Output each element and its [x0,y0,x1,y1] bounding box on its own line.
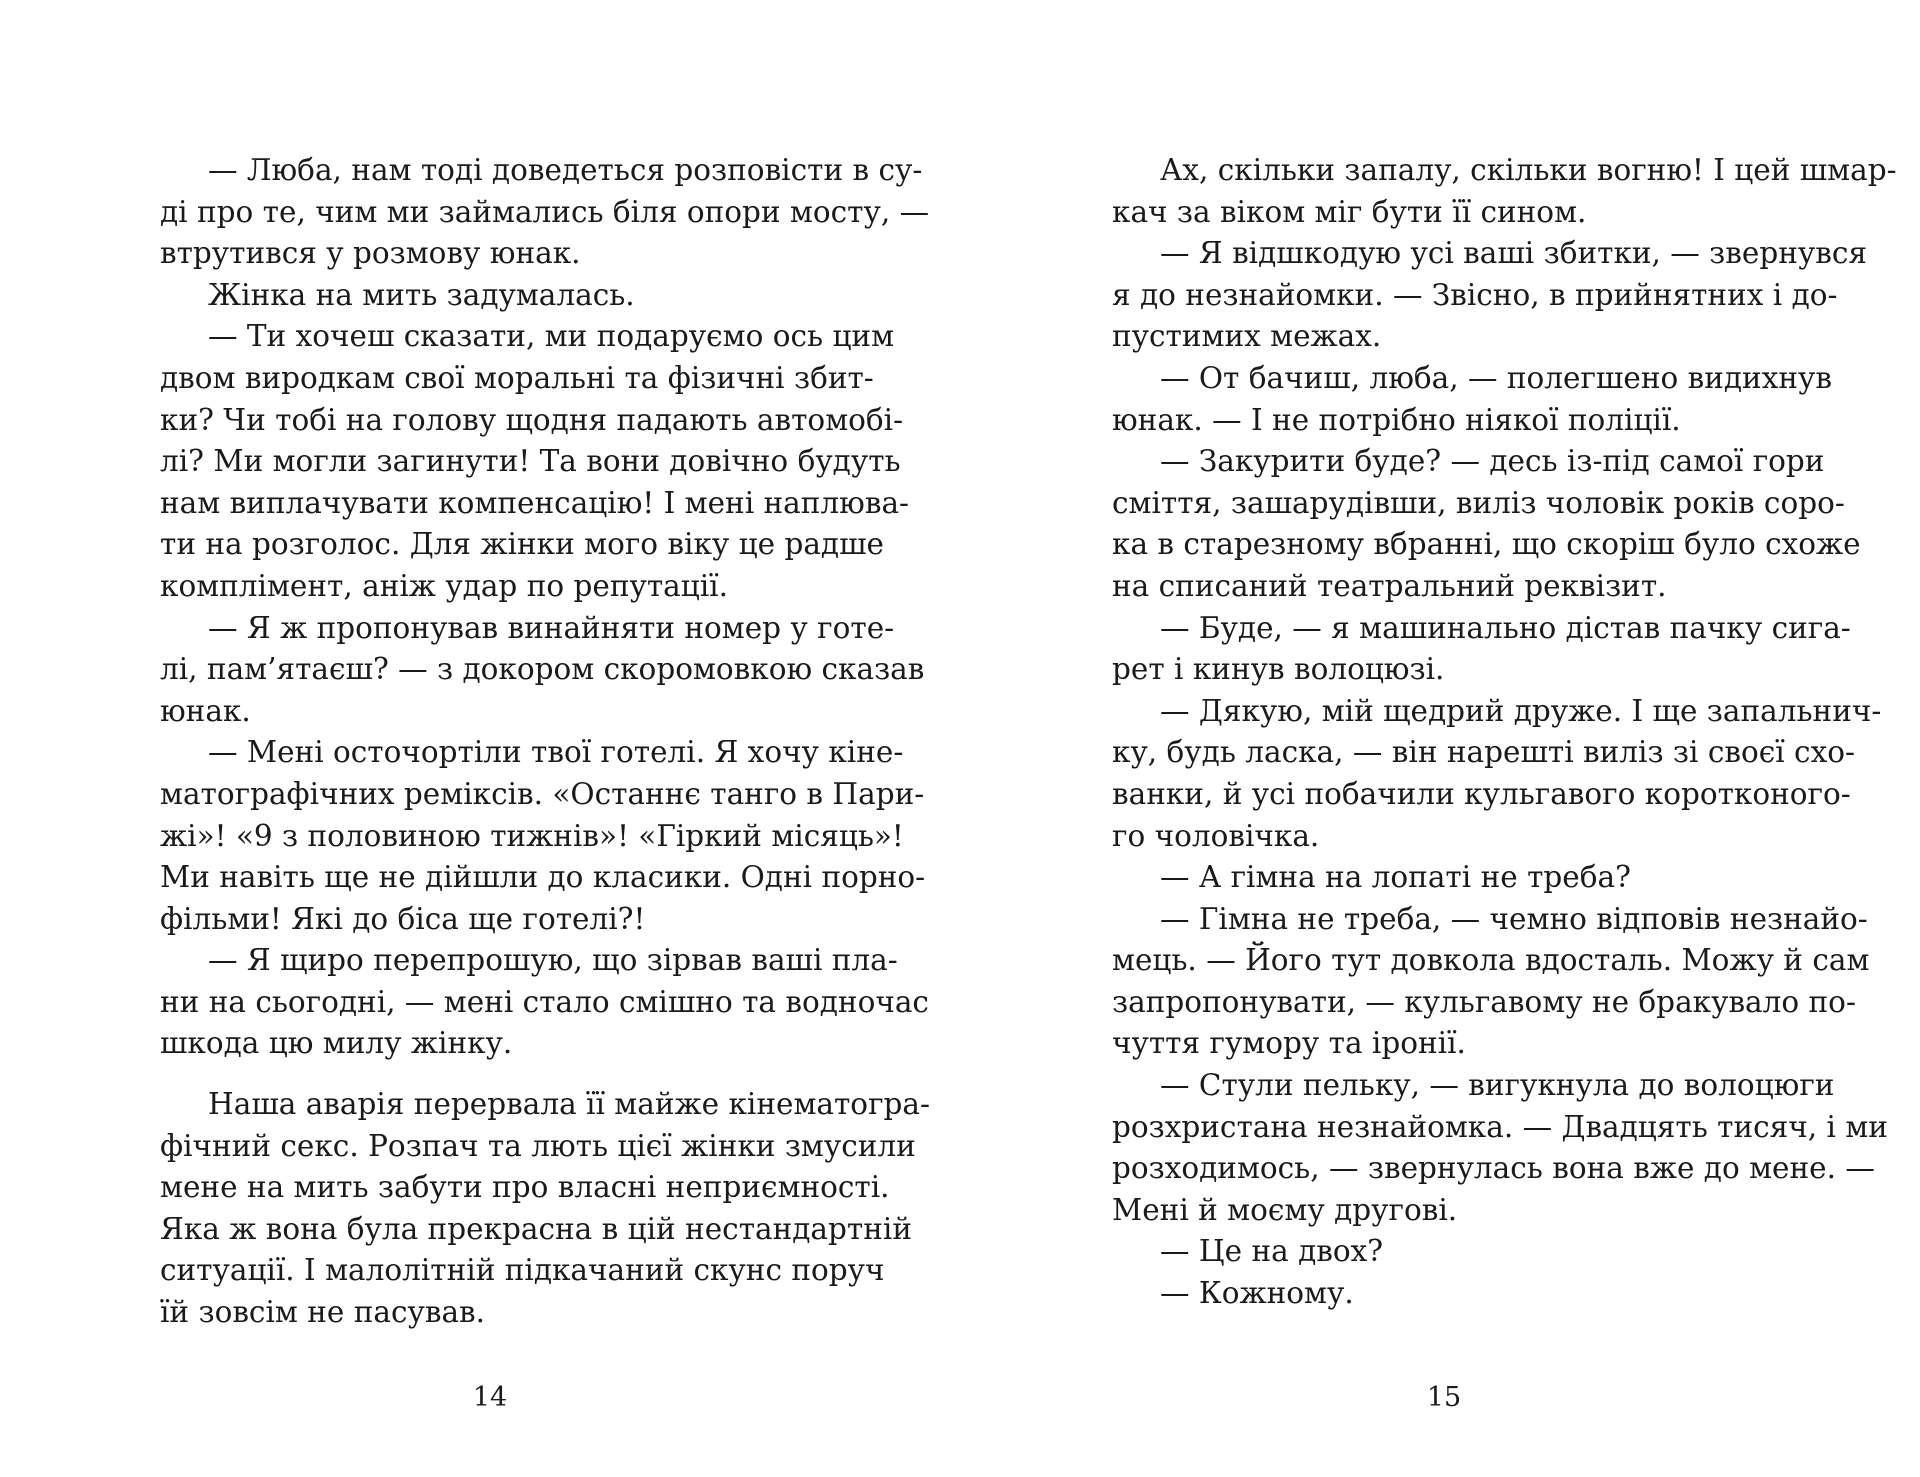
right-page [1112,150,1897,1315]
text-line: ни на сьогодні, — мені стало смішно та водночас [160,984,929,1019]
text-line: фільми! Які до біса ще готелі?! [160,901,646,936]
text-line: — Гімна не треба, — чемно відповів незнайо- [1160,901,1868,936]
text-line: пустимих межах. [1112,319,1382,354]
text-line: ситуації. І малолітній підкачаний скунс поруч [160,1253,885,1288]
text-line: лі, пам’ятаєш? — з докором скоромовкою сказав [160,652,925,687]
text-line: — Стули пельку, — вигукнула до волоцюги [1160,1068,1835,1103]
text-line: Наша аварія перервала її майже кінематогра- [208,1087,930,1122]
text-line: їй зовсім не пасував. [160,1295,486,1330]
text-line: кач за віком міг бути її сином. [1112,194,1587,229]
text-line: — От бачиш, люба, — полегшено видихнув [1160,360,1832,395]
text-line: — Я ж пропонував винайняти номер у готе- [208,610,895,645]
text-line: мець. — Його тут довкола вдосталь. Можу й сам [1112,943,1870,978]
text-line: ді про те, чим ми займались біля опори мосту, — [160,194,930,229]
right-page-text [1112,150,1897,1315]
text-line: ку, будь ласка, — він нарешті виліз зі своєї схо- [1112,735,1855,770]
text-line: ти на розголос. Для жінки мого віку це радше [160,527,884,562]
text-line: — Це на двох? [1160,1234,1384,1269]
left-page [160,150,930,1334]
text-line: матографічних реміксів. «Останнє танго в Пари- [160,776,925,811]
text-line: — А гімна на лопаті не треба? [1160,860,1631,895]
left-page-text [160,150,930,1334]
text-line: Ах, скільки запалу, скільки вогню! І цей шмар- [1160,153,1897,187]
text-line: — Я щиро перепрошую, що зірвав ваші пла- [208,943,898,978]
text-line: ванки, й усі побачили кульгавого коротконого- [1112,776,1851,811]
text-line: ка в старезному вбранні, що скоріш було схоже [1112,527,1861,562]
text-line: розхристана незнайомка. — Двадцять тисяч, і ми [1112,1109,1888,1144]
text-line: сміття, зашарудівши, виліз чоловік років соро- [1112,485,1845,520]
text-line: Жінка на мить задумалась. [208,277,635,312]
text-line: на списаний театральний реквізит. [1112,568,1667,603]
text-line: Ми навіть ще не дійшли до класики. Одні порно- [160,860,926,895]
text-line: ки? Чи тобі на голову щодня падають автомобі- [160,402,904,437]
text-line: рет і кинув волоцюзі. [1112,652,1445,687]
text-line: юнак. — І не потрібно ніякої поліції. [1112,402,1681,437]
text-line: — Дякую, мій щедрий друже. І ще запальнич- [1160,693,1882,728]
text-line: — Ти хочеш сказати, ми подаруємо ось цим [208,319,895,354]
text-line: — Люба, нам тоді доведеться розповісти в су- [208,153,923,187]
text-line: мене на мить забути про власні неприємності. [160,1170,890,1205]
text-line: — Кожному. [1160,1276,1354,1311]
text-line: — Мені осточортіли твої готелі. Я хочу кіне- [208,735,904,770]
text-line: жі»! «9 з половиною тижнів»! «Гіркий місяць»! [160,818,904,853]
page-number-right: 15 [1426,1382,1462,1413]
text-line: — Я відшкодую усі ваші збитки, — звернувся [1160,236,1867,271]
page-number-left: 14 [472,1382,508,1413]
text-line: — Буде, — я машинально дістав пачку сига- [1160,610,1851,645]
text-line: розходимось, — звернулась вона вже до мене. — [1112,1151,1875,1186]
text-line: юнак. [160,693,251,728]
text-line: лі? Ми могли загинути! Та вони довічно будуть [160,444,901,479]
text-line: Яка ж вона була прекрасна в цій нестандартній [160,1211,912,1246]
text-line: нам виплачувати компенсацію! І мені наплюва- [160,485,910,520]
text-line: го чоловічка. [1112,818,1320,853]
text-line: двом виродкам свої моральні та фізичні збит- [160,360,874,395]
text-line: я до незнайомки. — Звісно, в прийнятних і до- [1112,277,1838,312]
text-line: — Закурити буде? — десь із-під самої гори [1160,444,1825,479]
text-line: запропонувати, — кульгавому не бракувало по- [1112,984,1856,1019]
text-line: шкода цю милу жінку. [160,1026,513,1061]
text-line: чуття гумору та іронії. [1112,1026,1466,1061]
text-line: комплімент, аніж удар по репутації. [160,568,728,603]
text-line: Мені й моєму другові. [1112,1192,1458,1227]
text-line: фічний секс. Розпач та лють цієї жінки змусили [160,1128,916,1163]
text-line: втрутився у розмову юнак. [160,236,581,271]
